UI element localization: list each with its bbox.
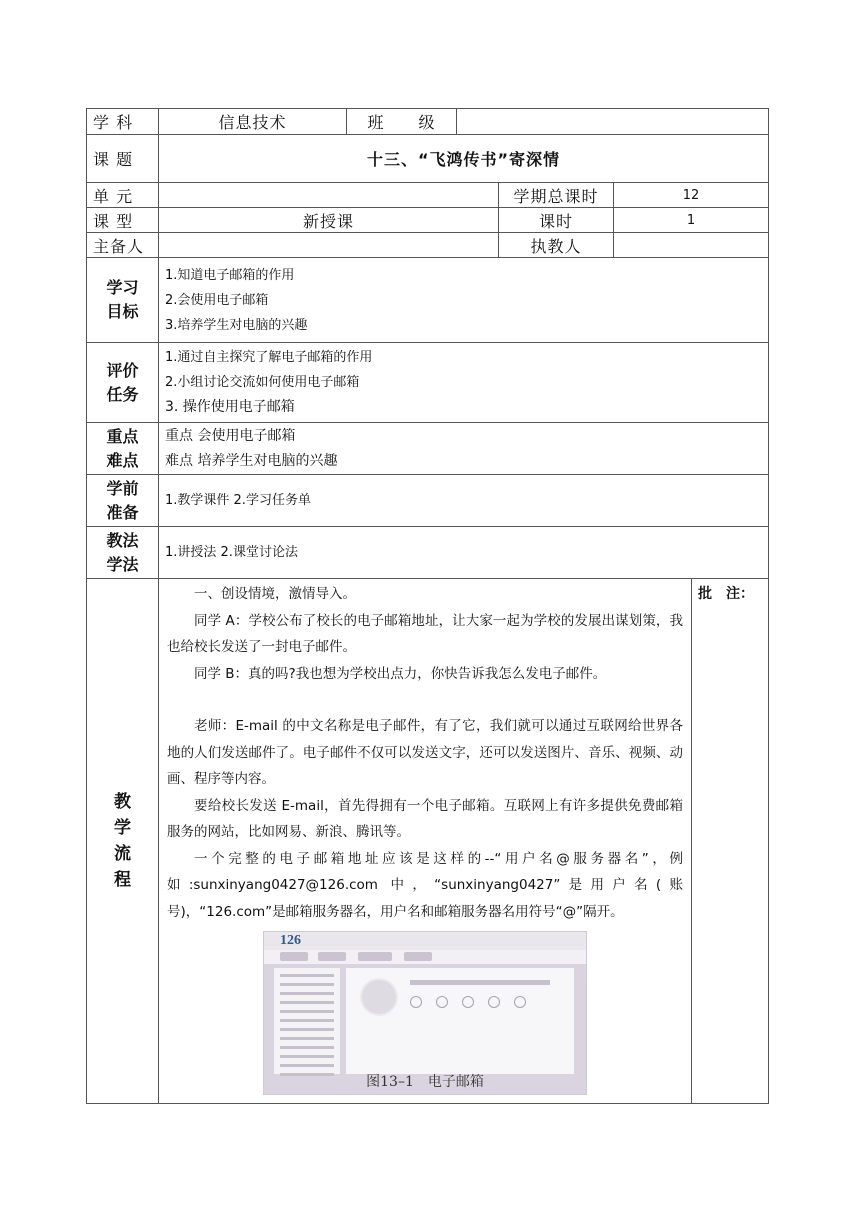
teacher-label: 执教人	[499, 233, 614, 258]
objectives-label-text: 学习目标	[106, 278, 139, 321]
objectives-list	[159, 258, 769, 343]
figure-sidebar	[274, 968, 340, 1074]
blank-line	[167, 687, 683, 713]
objectives-label	[87, 258, 159, 343]
topic-title: 十三、“飞鸿传书”寄深情	[159, 135, 769, 183]
evaluation-item: 2.小组讨论交流如何使用电子邮箱	[165, 375, 360, 390]
hours-value: 1	[614, 208, 769, 233]
objective-item: 1.知道电子邮箱的作用	[165, 267, 295, 283]
annotation-column	[692, 579, 769, 1104]
lesson-plan-table	[86, 108, 769, 1104]
key-points-label	[87, 423, 159, 475]
hours-label: 课时	[499, 208, 614, 233]
key-points-label-text: 重点难点	[106, 426, 139, 470]
process-label	[87, 579, 159, 1104]
figure-nav	[264, 950, 586, 964]
lesson-type-label: 课 型	[87, 208, 159, 233]
methods-label	[87, 527, 159, 579]
methods-label-text: 教法学法	[106, 530, 139, 574]
process-heading: 一、创设情境，激情导入。	[194, 586, 356, 602]
process-paragraph: 同学 B：真的吗?我也想为学校出点力，你快告诉我怎么发电子邮件。	[194, 665, 607, 682]
process-paragraph: 同学 A：学校公布了校长的电子邮箱地址，让大家一起为学校的发展出谋划策，我也给校长发送了一封电子邮件。	[167, 612, 683, 655]
key-points-list	[159, 423, 769, 475]
figure-caption: 图13–1 电子邮箱	[366, 1074, 484, 1090]
figure-welcome-bar	[410, 980, 550, 985]
process-label-char: 教	[114, 792, 131, 812]
key-point-item: 难点 培养学生对电脑的兴趣	[165, 452, 338, 469]
figure-header	[264, 932, 586, 950]
figure-main	[346, 968, 574, 1074]
lesson-type-value: 新授课	[159, 208, 499, 233]
preparation-value	[159, 475, 769, 527]
process-paragraph: 一个完整的电子邮箱地址应该是这样的--“用户名@服务器名”，例如:sunxinyang0427@126.com 中，“sunxinyang0427”是用户名(账号)，“126.com”是邮箱服务器名，用户名和邮箱服务器名用符号“@”隔开。	[167, 850, 683, 920]
mail-logo: 126	[280, 933, 301, 948]
key-point-item: 重点 会使用电子邮箱	[165, 427, 296, 444]
teacher-value	[614, 233, 769, 258]
unit-label: 单 元	[87, 183, 159, 208]
evaluation-label	[87, 343, 159, 423]
avatar-icon	[360, 978, 398, 1016]
preparation-text: 1.教学课件 2.学习任务单	[165, 493, 311, 508]
annotation-label: 批 注：	[698, 586, 754, 602]
total-hours-label: 学期总课时	[499, 183, 614, 208]
objective-item: 3.培养学生对电脑的兴趣	[165, 317, 308, 333]
process-label-char: 程	[114, 870, 131, 890]
unit-value	[159, 183, 499, 208]
class-value	[457, 109, 769, 135]
methods-value	[159, 527, 769, 579]
topic-label: 课 题	[87, 135, 159, 183]
process-content	[159, 579, 692, 1104]
total-hours-value: 12	[614, 183, 769, 208]
class-label: 班 级	[347, 109, 457, 135]
subject-label: 学 科	[87, 109, 159, 135]
figure-icons	[410, 996, 540, 1012]
process-paragraph: 要给校长发送 E-mail，首先得拥有一个电子邮箱。互联网上有许多提供免费邮箱服务的网站，比如网易、新浪、腾讯等。	[167, 797, 683, 840]
evaluation-list	[159, 343, 769, 423]
methods-text: 1.讲授法 2.课堂讨论法	[165, 545, 298, 560]
subject-value: 信息技术	[159, 109, 347, 135]
evaluation-item: 1.通过自主探究了解电子邮箱的作用	[165, 350, 373, 365]
preparer-value	[159, 233, 499, 258]
preparer-label: 主备人	[87, 233, 159, 258]
evaluation-item: 3. 操作使用电子邮箱	[165, 399, 295, 415]
preparation-label	[87, 475, 159, 527]
process-paragraph: 老师：E-mail 的中文名称是电子邮件，有了它，我们就可以通过互联网给世界各地的人们发送邮件了。电子邮件不仅可以发送文字，还可以发送图片、音乐、视频、动画、程序等内容。	[167, 718, 683, 787]
evaluation-label-text: 评价任务	[106, 360, 139, 404]
process-label-char: 学	[114, 818, 131, 838]
objective-item: 2.会使用电子邮箱	[165, 292, 269, 308]
preparation-label-text: 学前准备	[106, 478, 139, 522]
email-screenshot-figure	[263, 931, 587, 1095]
process-label-char: 流	[114, 844, 131, 864]
